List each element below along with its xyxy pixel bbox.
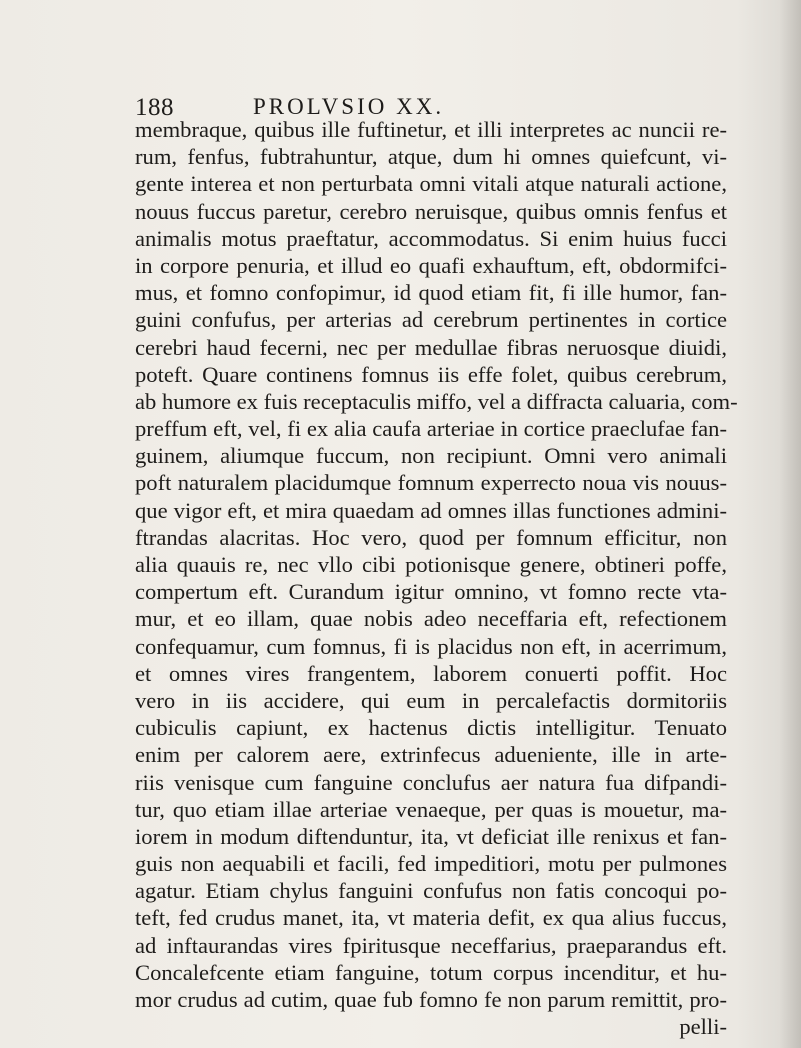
text-line: riis venisque cum fanguine conclufus aer natura fua difpandi- [135,769,727,795]
text-line: guinem, aliumque fuccum, non recipiunt. Omni vero animali [135,443,727,469]
text-line: ab humore ex fuis receptaculis miffo, vel a diffracta caluaria, com- [135,388,738,414]
running-title: PROLVSIO XX. [253,94,445,119]
text-line: cerebri haud fecerni, nec per medullae fibras neruosque diuidi, [135,334,727,360]
text-line: teft, fed crudus manet, ita, vt materia defit, ex qua alius fuccus, [135,905,727,931]
text-line: compertum eft. Curandum igitur omnino, vt fomno recte vta- [135,579,727,605]
text-line: et omnes vires frangentem, laborem conuerti poffit. Hoc [135,660,727,686]
page-number: 188 [135,94,174,121]
text-line: iorem in modum diftenduntur, ita, vt deficiat ille renixus et fan- [135,823,727,849]
text-line: animalis motus praeftatur, accommodatus. Si enim huius fucci [135,225,727,251]
text-line: guini confufus, per arterias ad cerebrum pertinentes in cortice [135,307,727,333]
catchword: pelli- [679,1014,727,1040]
text-line: poteft. Quare continens fomnus iis effe folet, quibus cerebrum, [135,361,727,387]
text-line: gente interea et non perturbata omni vitali atque naturali actione, [135,171,727,197]
text-line: confequamur, cum fomnus, fi is placidus non eft, in acerrimum, [135,633,727,659]
text-line: ad inftaurandas vires fpiritusque neceffarius, praeparandus eft. [135,932,727,958]
text-line: que vigor eft, et mira quaedam ad omnes illas functiones admini- [135,497,727,523]
text-line: vero in iis accidere, qui eum in percalefactis dormitoriis [135,687,727,713]
text-line: mus, et fomno confopimur, id quod etiam fit, fi ille humor, fan- [135,280,727,306]
text-line: alia quauis re, nec vllo cibi potionisque genere, obtineri poffe, [135,552,727,577]
text-line: mur, et eo illam, quae nobis adeo neceffaria eft, refectionem [135,606,727,632]
page-edge-shadow [779,0,801,1048]
text-line: in corpore penuria, et illud eo quafi exhauftum, eft, obdormifci- [135,252,727,278]
text-line: poft naturalem placidumque fomnum experrecto noua vis nouus- [135,470,727,496]
text-line: guis non aequabili et facili, fed impeditiori, motu per pulmones [135,851,727,877]
text-line: nouus fuccus paretur, cerebro neruisque, quibus omnis fenfus et [135,198,727,224]
body-text [135,116,738,1040]
text-line: cubiculis capiunt, ex hactenus dictis intelligitur. Tenuato [135,715,727,741]
text-line: ftrandas alacritas. Hoc vero, quod per fomnum efficitur, non [135,524,727,550]
text-line: mor crudus ad cutim, quae fub fomno fe non parum remittit, pro- [135,987,727,1012]
text-line: Concalefcente etiam fanguine, totum corpus incenditur, et hu- [135,959,727,985]
text-line: agatur. Etiam chylus fanguini confufus non fatis concoqui po- [135,878,727,904]
text-line: membraque, quibus ille fuftinetur, et illi interpretes ac nuncii re- [135,117,727,142]
text-line: preffum eft, vel, fi ex alia caufa arteriae in cortice praeclufae fan- [135,416,727,442]
text-line: enim per calorem aere, extrinfecus adueniente, ille in arte- [135,742,727,768]
text-line: tur, quo etiam illae arteriae venaeque, per quas is mouetur, ma- [135,796,727,822]
text-line: rum, fenfus, fubtrahuntur, atque, dum hi omnes quiefcunt, vi- [135,144,727,170]
